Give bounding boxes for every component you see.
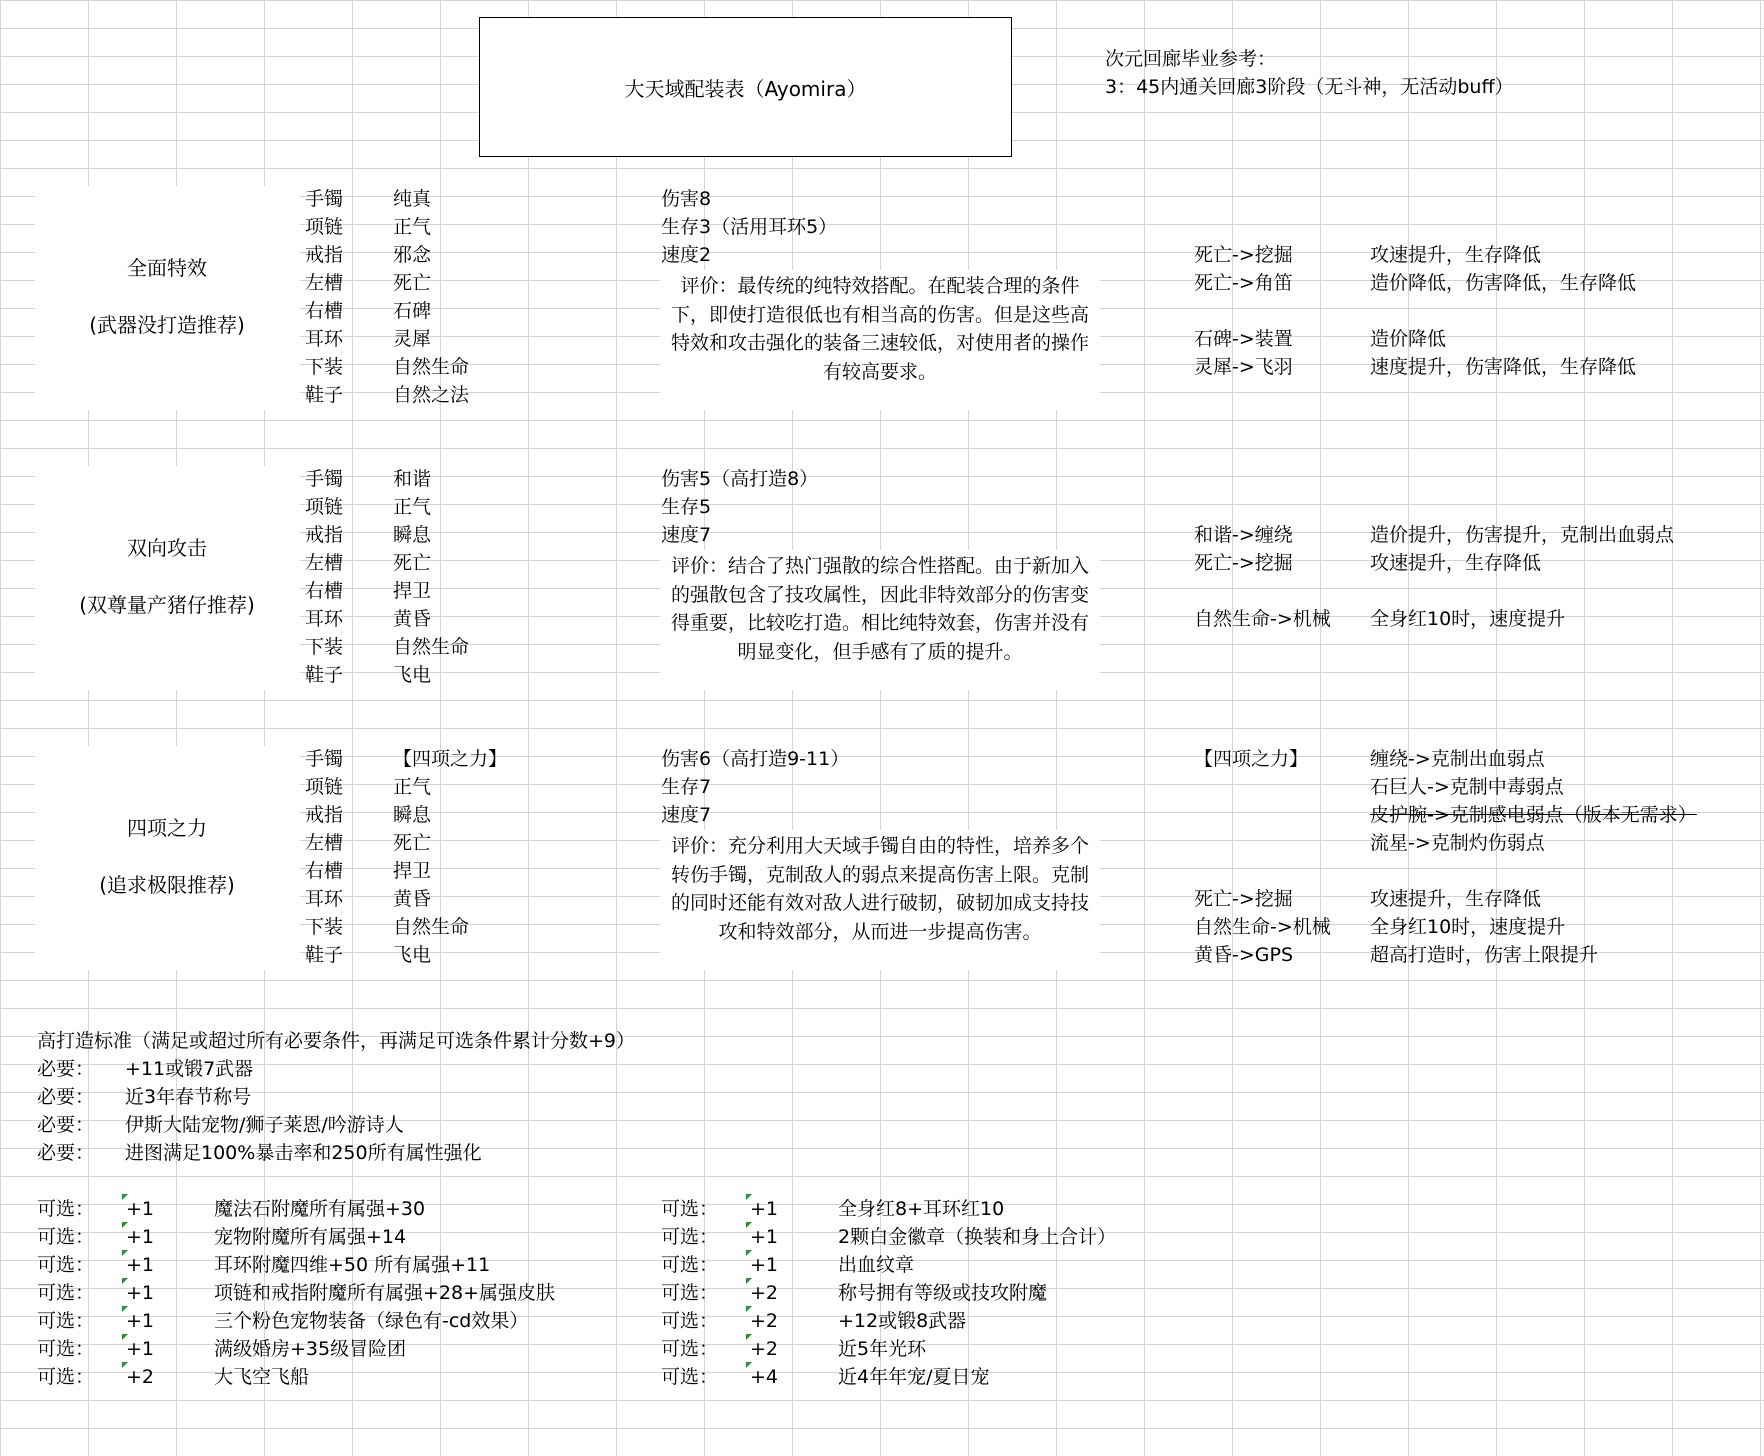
optional-points: +1 bbox=[126, 1226, 155, 1248]
cell-flag-icon bbox=[125, 1308, 126, 1309]
slot-item: 飞电 bbox=[393, 664, 432, 686]
slot-name: 耳环 bbox=[305, 328, 344, 350]
substitute-effect: 皮护腕->克制感电弱点（版本无需求） bbox=[1370, 804, 1697, 826]
optional-label: 可选： bbox=[37, 1254, 95, 1276]
slot-item: 飞电 bbox=[393, 944, 432, 966]
substitute-effect: 造价降低，伤害降低，生存降低 bbox=[1370, 272, 1637, 294]
cell-flag-icon bbox=[749, 1252, 750, 1253]
substitute-swap: 自然生命->机械 bbox=[1194, 916, 1331, 938]
cell-flag-icon bbox=[125, 1364, 126, 1365]
slot-item: 正气 bbox=[393, 776, 432, 798]
cell-flag-icon bbox=[125, 1280, 126, 1281]
optional-label: 可选： bbox=[661, 1226, 719, 1248]
optional-points: +2 bbox=[750, 1282, 779, 1304]
slot-name: 耳环 bbox=[305, 888, 344, 910]
slot-name: 手镯 bbox=[305, 748, 344, 770]
section-subtitle: (武器没打造推荐) bbox=[89, 313, 245, 337]
stat-value: 生存5 bbox=[661, 496, 712, 518]
slot-item: 死亡 bbox=[393, 272, 432, 294]
table-title-box bbox=[479, 17, 1012, 157]
slot-item: 纯真 bbox=[393, 188, 432, 210]
cell-flag-icon bbox=[125, 1196, 126, 1197]
substitute-swap: 灵犀->飞羽 bbox=[1194, 356, 1293, 378]
substitute-effect: 攻速提升，生存降低 bbox=[1370, 244, 1542, 266]
substitute-swap: 石碑->装置 bbox=[1194, 328, 1293, 350]
section-subtitle: (双尊量产猪仔推荐) bbox=[79, 593, 255, 617]
cell-flag-icon bbox=[125, 1224, 126, 1225]
substitute-effect: 速度提升，伤害降低，生存降低 bbox=[1370, 356, 1637, 378]
cell-flag-icon bbox=[749, 1280, 750, 1281]
section-name: 四项之力 bbox=[127, 816, 207, 840]
stat-value: 伤害8 bbox=[661, 188, 712, 210]
optional-condition: +12或锻8武器 bbox=[838, 1310, 967, 1332]
section-label-area bbox=[35, 746, 300, 970]
slot-name: 手镯 bbox=[305, 188, 344, 210]
section-name: 双向攻击 bbox=[127, 536, 207, 560]
optional-condition: 2颗白金徽章（换装和身上合计） bbox=[838, 1226, 1117, 1248]
slot-name: 下装 bbox=[305, 356, 344, 378]
optional-label: 可选： bbox=[37, 1226, 95, 1248]
slot-item: 死亡 bbox=[393, 832, 432, 854]
slot-name: 左槽 bbox=[305, 552, 344, 574]
reference-note-line1: 次元回廊毕业参考： bbox=[1105, 48, 1277, 70]
substitute-effect: 缠绕->克制出血弱点 bbox=[1370, 748, 1545, 770]
stat-value: 生存3（活用耳环5） bbox=[661, 216, 838, 238]
optional-points: +1 bbox=[126, 1198, 155, 1220]
optional-label: 可选： bbox=[37, 1198, 95, 1220]
slot-name: 戒指 bbox=[305, 244, 344, 266]
substitute-effect: 流星->克制灼伤弱点 bbox=[1370, 832, 1545, 854]
evaluation-text: 评价：充分利用大天域手镯自由的特性，培养多个转伤手镯，克制敌人的弱点来提高伤害上限。克制的同时还能有效对敌人进行破韧，破韧加成支持技攻和特效部分，从而进一步提高伤害。 bbox=[670, 835, 1089, 943]
substitute-effect: 全身红10时，速度提升 bbox=[1370, 916, 1566, 938]
required-condition: +11或锻7武器 bbox=[125, 1058, 254, 1080]
slot-item: 黄昏 bbox=[393, 888, 432, 910]
cell-flag-icon bbox=[749, 1336, 750, 1337]
stat-value: 速度7 bbox=[661, 804, 712, 826]
substitute-swap: 自然生命->机械 bbox=[1194, 608, 1331, 630]
slot-item: 和谐 bbox=[393, 468, 432, 490]
slot-item: 正气 bbox=[393, 216, 432, 238]
substitute-swap: 黄昏->GPS bbox=[1194, 944, 1294, 966]
substitute-swap: 死亡->挖掘 bbox=[1194, 888, 1293, 910]
slot-item: 自然生命 bbox=[393, 636, 470, 658]
optional-label: 可选： bbox=[661, 1366, 719, 1388]
slot-name: 手镯 bbox=[305, 468, 344, 490]
slot-item: 自然生命 bbox=[393, 916, 470, 938]
optional-condition: 大飞空飞船 bbox=[214, 1366, 310, 1388]
slot-item: 石碑 bbox=[393, 300, 432, 322]
optional-label: 可选： bbox=[661, 1338, 719, 1360]
optional-label: 可选： bbox=[661, 1282, 719, 1304]
stat-value: 速度7 bbox=[661, 524, 712, 546]
required-condition: 进图满足100%暴击率和250所有属性强化 bbox=[125, 1142, 482, 1164]
optional-condition: 满级婚房+35级冒险团 bbox=[214, 1338, 407, 1360]
slot-name: 戒指 bbox=[305, 524, 344, 546]
slot-item: 黄昏 bbox=[393, 608, 432, 630]
optional-condition: 出血纹章 bbox=[838, 1254, 915, 1276]
optional-condition: 三个粉色宠物装备（绿色有-cd效果） bbox=[214, 1310, 529, 1332]
slot-name: 项链 bbox=[305, 776, 344, 798]
optional-condition: 称号拥有等级或技攻附魔 bbox=[838, 1282, 1048, 1304]
substitute-effect: 全身红10时，速度提升 bbox=[1370, 608, 1566, 630]
slot-item: 灵犀 bbox=[393, 328, 432, 350]
section-name: 全面特效 bbox=[127, 256, 207, 280]
optional-points: +1 bbox=[126, 1338, 155, 1360]
slot-name: 左槽 bbox=[305, 832, 344, 854]
optional-label: 可选： bbox=[661, 1310, 719, 1332]
substitute-effect: 攻速提升，生存降低 bbox=[1370, 552, 1542, 574]
slot-item: 自然生命 bbox=[393, 356, 470, 378]
slot-item: 邪念 bbox=[393, 244, 432, 266]
optional-condition: 近4年年宠/夏日宠 bbox=[838, 1366, 990, 1388]
slot-name: 鞋子 bbox=[305, 664, 344, 686]
slot-name: 左槽 bbox=[305, 272, 344, 294]
optional-points: +1 bbox=[750, 1198, 779, 1220]
optional-label: 可选： bbox=[37, 1310, 95, 1332]
cell-flag-icon bbox=[749, 1364, 750, 1365]
substitute-effect: 造价提升，伤害提升，克制出血弱点 bbox=[1370, 524, 1675, 546]
substitute-effect: 攻速提升，生存降低 bbox=[1370, 888, 1542, 910]
optional-points: +2 bbox=[750, 1310, 779, 1332]
required-label: 必要： bbox=[37, 1114, 95, 1136]
slot-name: 右槽 bbox=[305, 580, 344, 602]
slot-name: 戒指 bbox=[305, 804, 344, 826]
substitute-swap: 【四项之力】 bbox=[1194, 748, 1309, 770]
standard-title: 高打造标准（满足或超过所有必要条件，再满足可选条件累计分数+9） bbox=[37, 1030, 636, 1052]
optional-points: +1 bbox=[126, 1282, 155, 1304]
slot-name: 下装 bbox=[305, 636, 344, 658]
stat-value: 伤害6（高打造9-11） bbox=[661, 748, 850, 770]
slot-name: 耳环 bbox=[305, 608, 344, 630]
optional-condition: 耳环附魔四维+50 所有属强+11 bbox=[214, 1254, 491, 1276]
optional-label: 可选： bbox=[37, 1366, 95, 1388]
slot-item: 瞬息 bbox=[393, 524, 432, 546]
section-label-area bbox=[35, 466, 300, 690]
slot-name: 右槽 bbox=[305, 300, 344, 322]
slot-item: 瞬息 bbox=[393, 804, 432, 826]
substitute-effect: 超高打造时，伤害上限提升 bbox=[1370, 944, 1599, 966]
table-title: 大天域配装表（Ayomira） bbox=[624, 76, 867, 101]
substitute-swap: 死亡->挖掘 bbox=[1194, 552, 1293, 574]
slot-item: 捍卫 bbox=[393, 860, 432, 882]
slot-name: 鞋子 bbox=[305, 384, 344, 406]
reference-note-line2: 3：45内通关回廊3阶段（无斗神，无活动buff） bbox=[1105, 76, 1514, 98]
stat-value: 速度2 bbox=[661, 244, 712, 266]
substitute-effect: 石巨人->克制中毒弱点 bbox=[1370, 776, 1564, 798]
optional-label: 可选： bbox=[37, 1282, 95, 1304]
optional-condition: 项链和戒指附魔所有属强+28+属强皮肤 bbox=[214, 1282, 556, 1304]
slot-name: 鞋子 bbox=[305, 944, 344, 966]
optional-points: +1 bbox=[750, 1226, 779, 1248]
optional-label: 可选： bbox=[661, 1254, 719, 1276]
slot-item: 自然之法 bbox=[393, 384, 470, 406]
evaluation-text: 评价：最传统的纯特效搭配。在配装合理的条件下，即使打造很低也有相当高的伤害。但是这些高特效和攻击强化的装备三速较低，对使用者的操作有较高要求。 bbox=[670, 275, 1089, 383]
optional-condition: 宠物附魔所有属强+14 bbox=[214, 1226, 407, 1248]
optional-condition: 魔法石附魔所有属强+30 bbox=[214, 1198, 426, 1220]
substitute-swap: 死亡->挖掘 bbox=[1194, 244, 1293, 266]
section-subtitle: (追求极限推荐) bbox=[99, 873, 235, 897]
optional-points: +2 bbox=[126, 1366, 155, 1388]
optional-label: 可选： bbox=[37, 1338, 95, 1360]
optional-points: +4 bbox=[750, 1366, 779, 1388]
substitute-swap: 和谐->缠绕 bbox=[1194, 524, 1293, 546]
required-condition: 近3年春节称号 bbox=[125, 1086, 252, 1108]
slot-name: 项链 bbox=[305, 216, 344, 238]
stat-value: 生存7 bbox=[661, 776, 712, 798]
slot-item: 捍卫 bbox=[393, 580, 432, 602]
required-label: 必要： bbox=[37, 1086, 95, 1108]
optional-points: +1 bbox=[126, 1310, 155, 1332]
optional-label: 可选： bbox=[661, 1198, 719, 1220]
optional-points: +1 bbox=[126, 1254, 155, 1276]
cell-flag-icon bbox=[125, 1252, 126, 1253]
slot-name: 项链 bbox=[305, 496, 344, 518]
evaluation-text: 评价：结合了热门强散的综合性搭配。由于新加入的强散包含了技攻属性，因此非特效部分的伤害变得重要，比较吃打造。相比纯特效套，伤害并没有明显变化，但手感有了质的提升。 bbox=[670, 555, 1089, 663]
required-label: 必要： bbox=[37, 1058, 95, 1080]
optional-condition: 全身红8+耳环红10 bbox=[838, 1198, 1005, 1220]
slot-name: 下装 bbox=[305, 916, 344, 938]
optional-points: +1 bbox=[750, 1254, 779, 1276]
cell-flag-icon bbox=[749, 1308, 750, 1309]
stat-value: 伤害5（高打造8） bbox=[661, 468, 819, 490]
cell-flag-icon bbox=[749, 1224, 750, 1225]
substitute-swap: 死亡->角笛 bbox=[1194, 272, 1293, 294]
cell-flag-icon bbox=[749, 1196, 750, 1197]
slot-item: 【四项之力】 bbox=[393, 748, 508, 770]
cell-flag-icon bbox=[125, 1336, 126, 1337]
slot-name: 右槽 bbox=[305, 860, 344, 882]
slot-item: 死亡 bbox=[393, 552, 432, 574]
required-label: 必要： bbox=[37, 1142, 95, 1164]
required-condition: 伊斯大陆宠物/狮子莱恩/吟游诗人 bbox=[125, 1114, 404, 1136]
optional-points: +2 bbox=[750, 1338, 779, 1360]
substitute-effect: 造价降低 bbox=[1370, 328, 1447, 350]
slot-item: 正气 bbox=[393, 496, 432, 518]
optional-condition: 近5年光环 bbox=[838, 1338, 927, 1360]
section-label-area bbox=[35, 186, 300, 410]
